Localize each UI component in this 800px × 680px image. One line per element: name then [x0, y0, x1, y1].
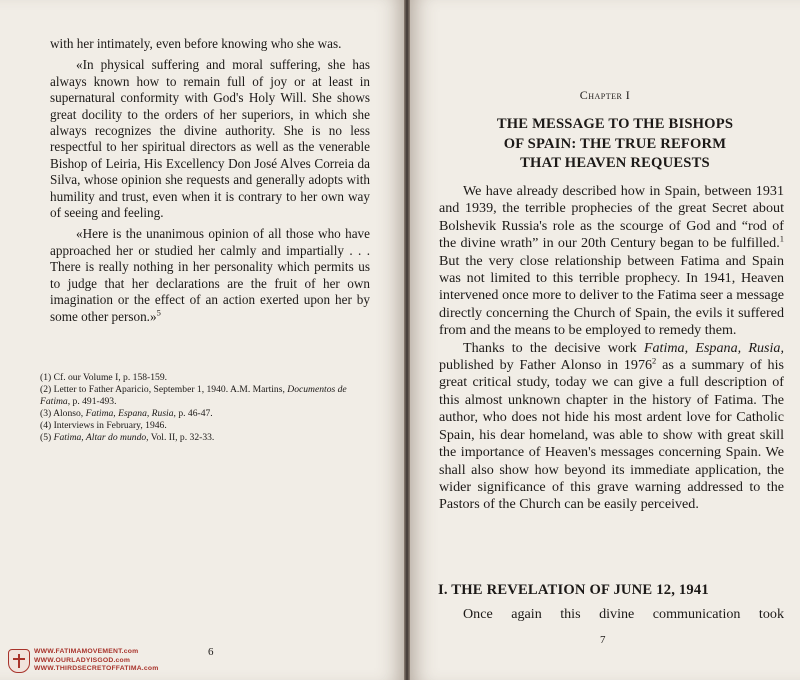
- footnote-ref-1: 1: [779, 233, 784, 244]
- footnote-5: [40, 432, 370, 444]
- book-title-italic: Fatima, Espana, Rusia,: [643, 339, 784, 356]
- left-paragraph-1: with her intimately, even before knowing who she was.: [50, 36, 342, 51]
- footnote-4-num: (4): [40, 420, 52, 432]
- watermark-url-2[interactable]: WWW.OURLADYISGOD.com: [34, 656, 131, 664]
- chapter-label: Chapter I: [579, 88, 631, 102]
- footnote-5-title: Fatima, Altar do mundo: [53, 432, 147, 444]
- left-page-body: [50, 36, 370, 330]
- right-paragraph-1-a: We have already described how in Spain, between 1931 and 1939, the terrible prophecies of the great Secret about Bolshevik Russia's role as the scourge of God and “rod of the divine wrath” in our 20th Century began to be fulfilled.: [439, 183, 784, 252]
- section-heading: I. THE REVELATION OF JUNE 12, 1941: [438, 582, 709, 598]
- right-paragraph-2-c: as a summary of his great critical study, today we can give a full description of this almost unknown chapter in the history of Fatima. The author, who does not hide his most ardent love for Catholic Spain, his dear homeland, was able to show with great skill the importance of Heaven's messages concerning Spain. We shall also show how beyond its immediate application, the wider significance of this grave warning addressed to the Pastors of the Church can be easily perceived.: [439, 357, 784, 513]
- chapter-title-line-3: THAT HEAVEN REQUESTS: [520, 155, 710, 172]
- watermark: [8, 648, 158, 674]
- footnote-3-title: Fatima, Espana, Rusia: [85, 408, 174, 420]
- footnote-ref-2: 2: [652, 355, 657, 366]
- left-paragraph-3: [50, 226, 370, 324]
- right-page-body: [439, 183, 784, 514]
- right-paragraph-1: [439, 183, 784, 340]
- right-page-number: 7: [600, 634, 606, 646]
- footnote-2-num: (2): [40, 384, 52, 396]
- footnote-ref-5: 5: [156, 307, 161, 318]
- right-paragraph-1-b: But the very close relationship between Fatima and Spain was not limited to this terrible prophecy. In 1941, Heaven intervened once more to deliver to the Fatima seer a message directly concerning the Church of Spain, the evils it suffered from and the means to be employed to remedy them.: [439, 252, 784, 339]
- chapter-title-line-1: THE MESSAGE TO THE BISHOPS: [496, 116, 734, 132]
- footnote-5-rest: , Vol. II, p. 32-33.: [146, 432, 215, 444]
- footnote-2-text: Letter to Father Aparicio, September 1, 1940. A.M. Martins,: [53, 384, 288, 396]
- right-paragraph-2-a: Thanks to the decisive work: [463, 339, 644, 356]
- footnote-3-num: (3): [40, 408, 52, 420]
- footnote-5-num: (5): [40, 432, 52, 444]
- footnotes: [40, 372, 370, 445]
- footnote-3: [40, 408, 370, 420]
- footnote-2: [40, 384, 370, 408]
- watermark-url-3[interactable]: WWW.THIRDSECRETOFFATIMA.com: [34, 665, 159, 673]
- right-last-line: Once again this divine communication took: [463, 606, 784, 622]
- watermark-url-1[interactable]: WWW.FATIMAMOVEMENT.com: [34, 648, 139, 655]
- footnote-1-text: Cf. our Volume I, p. 158-159.: [53, 372, 168, 383]
- footnote-1-num: (1): [40, 372, 52, 383]
- chapter-title: [450, 115, 780, 174]
- left-page-number: 6: [208, 646, 214, 658]
- footnote-4: [40, 420, 370, 432]
- right-paragraph-2: [439, 340, 784, 514]
- footnote-2-rest: , p. 491-493.: [67, 396, 117, 408]
- right-paragraph-2-b: published by Father Alonso in 1976: [439, 357, 653, 374]
- footnote-2-title: Documentos de Fatima: [40, 384, 347, 408]
- left-paragraph-3-text: «Here is the unanimous opinion of all those who have approached her or studied her calmly and impartially . . . There is really nothing in her personality which permits us to judge that her declarations are the fruit of her own imagination or the effect of an action exerted upon her by some other person.»: [50, 226, 370, 324]
- chapter-title-line-2: OF SPAIN: THE TRUE REFORM: [503, 135, 727, 152]
- left-paragraph-2: «In physical suffering and moral suffering, she has always known how to remain full of joy or at least in supernatural conformity with God's Holy Will. She shows great docility to the orders of her superiors, in which she always recognizes the divine authority. She is no less respectful to her spiritual directors as well as the venerable Bishop of Leiria, His Excellency Don José Alves Correia da Silva, whose opinion she requests and generally adopts with humility and trust, even when it is contrary to her own way of seeing and feeling.: [50, 57, 370, 221]
- footnote-1: [40, 372, 370, 384]
- footnote-4-text: Interviews in February, 1946.: [53, 420, 167, 432]
- watermark-urls: [34, 648, 158, 674]
- footnote-3-text: Alonso,: [53, 408, 86, 420]
- footnote-3-rest: , p. 46-47.: [173, 408, 213, 420]
- right-page: [410, 0, 800, 680]
- cross-seal-icon: [8, 649, 30, 673]
